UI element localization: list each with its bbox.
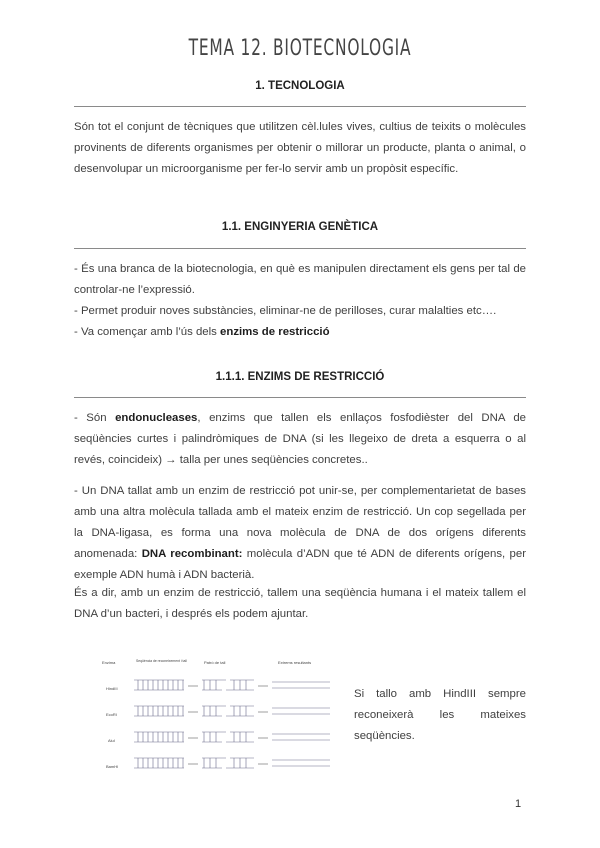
figure-enzyme-alui: AluI (108, 738, 115, 743)
paragraph-tecnologia: Són tot el conjunt de tècniques que utilitzen cèl.lules vives, cultius de teixits o molècules provinents de diferents organismes per obtenir o millorar un producte, planta o animal, o desenvolupar un microorganisme per fer-lo servir amb un propòsit específic. (74, 121, 526, 175)
figure-dna-strands (134, 680, 330, 768)
divider (74, 397, 526, 398)
figure-header-pattern: Patró de tall (204, 660, 226, 665)
figure-header-ends: Extrems resultants (278, 660, 312, 665)
figure-header-sequence: Seqüència de reconeixement i tall (136, 659, 187, 663)
heading-enginyeria-genetica: 1.1. ENGINYERIA GENÈTICA (221, 221, 379, 233)
paragraph-enginyeria-2: - Permet produir noves substàncies, eliminar-ne de perilloses, curar malalties etc…. (74, 305, 497, 317)
figure-header-enzyme: Enzima (102, 660, 116, 665)
paragraph-endonucleases: - Són endonucleases, enzims que tallen els enllaços fosfodièster del DNA de seqüències curtes i palindròmiques de DNA (si les llegeixo de dreta a esquerra o al revés, coincideix) → talla per unes seqüències concretes.. (74, 412, 527, 466)
divider (74, 106, 526, 107)
heading-enzims-restriccio: 1.1.1. ENZIMS DE RESTRICCIÓ (215, 371, 385, 383)
side-note: Si tallo amb HindIII sempre reconeixerà les mateixes seqüències. (354, 688, 526, 742)
paragraph-dna-recombinant: - Un DNA tallat amb un enzim de restricció pot unir-se, per complementarietat de bases amb una altra molècula tallada amb el mateix enzim de restricció. Un cop segellada per la DNA-ligasa, es forma una nova molècula de DNA de dos orígens diferents anomenada: DNA recombinant: molècula d’ADN que té ADN de diferents orígens, per exemple ADN humà i ADN bacterià. (74, 485, 527, 581)
page-number: 1 (515, 798, 522, 810)
restriction-enzymes-figure (100, 656, 336, 776)
figure-enzyme-hindiii: HindIII (106, 686, 118, 691)
heading-tecnologia: 1. TECNOLOGIA (255, 80, 345, 92)
figure-enzyme-ecori: EcoRI (106, 712, 117, 717)
page-title: TEMA 12. BIOTECNOLOGIA (188, 36, 412, 61)
divider (74, 248, 526, 249)
paragraph-enginyeria-1: - És una branca de la biotecnologia, en què es manipulen directament els gens per tal de controlar-ne l’expressió. (74, 263, 526, 296)
figure-enzyme-bamhi: BamHI (106, 764, 119, 769)
figure-arrows (188, 686, 268, 764)
paragraph-enginyeria-3: - Va començar amb l’ús dels enzims de restricció (74, 326, 330, 338)
paragraph-resum: És a dir, amb un enzim de restricció, tallem una seqüència humana i el mateix tallem el DNA d’un bacteri, i després els podem ajuntar. (74, 587, 526, 620)
